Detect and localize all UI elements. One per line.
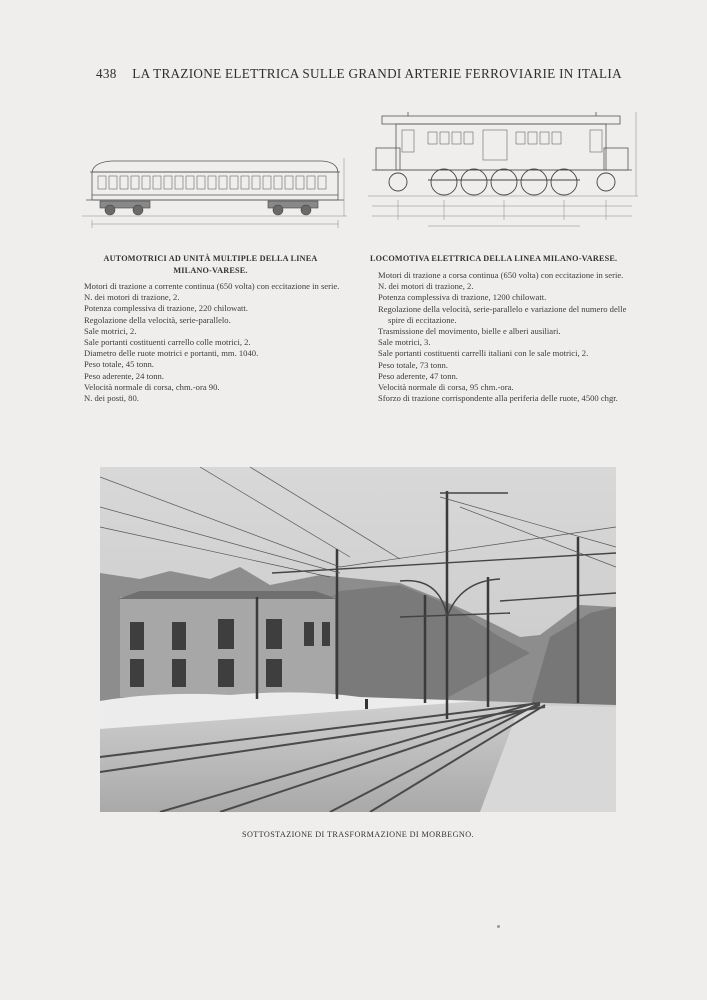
railcar-caption-line1: AUTOMOTRICI AD UNITÀ MULTIPLE DELLA LINEA (103, 254, 318, 263)
spec-item: Regolazione della velocità, serie-parallelo. (84, 314, 231, 325)
spec-item: Diametro delle ruote motrici e portanti, mm. 1040. (84, 348, 259, 359)
page-header (96, 66, 622, 82)
railcar-drawing (82, 150, 347, 235)
spec-item: Trasmissione del movimento, bielle e alberi ausiliari. (378, 326, 561, 337)
locomotive-caption-text: LOCOMOTIVA ELETTRICA DELLA LINEA MILANO-VARESE. (370, 254, 618, 263)
spec-item: Peso totale, 73 tonn. (378, 359, 448, 370)
spec-item: Sale portanti costituenti carrello colle motrici, 2. (84, 337, 251, 348)
spec-item: N. dei motori di trazione, 2. (84, 292, 180, 303)
spec-item: N. dei motori di trazione, 2. (378, 281, 474, 292)
railcar-caption-line2: MILANO-VARESE. (173, 266, 248, 275)
spec-item: Sale motrici, 3. (378, 337, 431, 348)
locomotive-caption (370, 253, 638, 265)
spec-item: Peso aderente, 47 tonn. (378, 370, 458, 381)
photo-caption: SOTTOSTAZIONE DI TRASFORMAZIONE DI MORBEGNO. (241, 830, 475, 839)
page-number: 438 (96, 66, 117, 81)
spec-item: N. dei posti, 80. (84, 393, 139, 404)
substation-photograph (100, 467, 616, 812)
spec-item: Potenza complessiva di trazione, 1200 chilowatt. (378, 292, 547, 303)
spec-item: Regolazione della velocità, serie-parallelo e variazione del numero delle spire di eccitazione. (378, 303, 627, 325)
spec-item: Sale portanti costituenti carrelli italiani con le sale motrici, 2. (378, 348, 589, 359)
spec-item: Sale motrici, 2. (84, 325, 137, 336)
railcar-specs (84, 281, 352, 404)
locomotive-drawing (368, 110, 638, 242)
spec-item: Motori di trazione a corsa continua (650 volta) con eccitazione in serie. (378, 270, 624, 280)
spec-item: Potenza complessiva di trazione, 220 chilowatt. (84, 303, 248, 314)
spec-item: Peso totale, 45 tonn. (84, 359, 154, 370)
spec-item: Peso aderente, 24 tonn. (84, 370, 164, 381)
locomotive-specs (378, 270, 640, 404)
railcar-caption (88, 253, 333, 277)
spec-item: Velocità normale di corsa, 95 chm.-ora. (378, 382, 514, 393)
paper-speck (497, 925, 500, 928)
spec-item: Sforzo di trazione corrispondente alla periferia delle ruote, 4500 chgr. (378, 393, 618, 404)
spec-item: Velocità normale di corsa, chm.-ora 90. (84, 381, 220, 392)
running-title: LA TRAZIONE ELETTRICA SULLE GRANDI ARTERIE FERROVIARIE IN ITALIA (132, 66, 622, 81)
spec-item: Motori di trazione a corrente continua (650 volta) con eccitazione in serie. (84, 281, 340, 291)
